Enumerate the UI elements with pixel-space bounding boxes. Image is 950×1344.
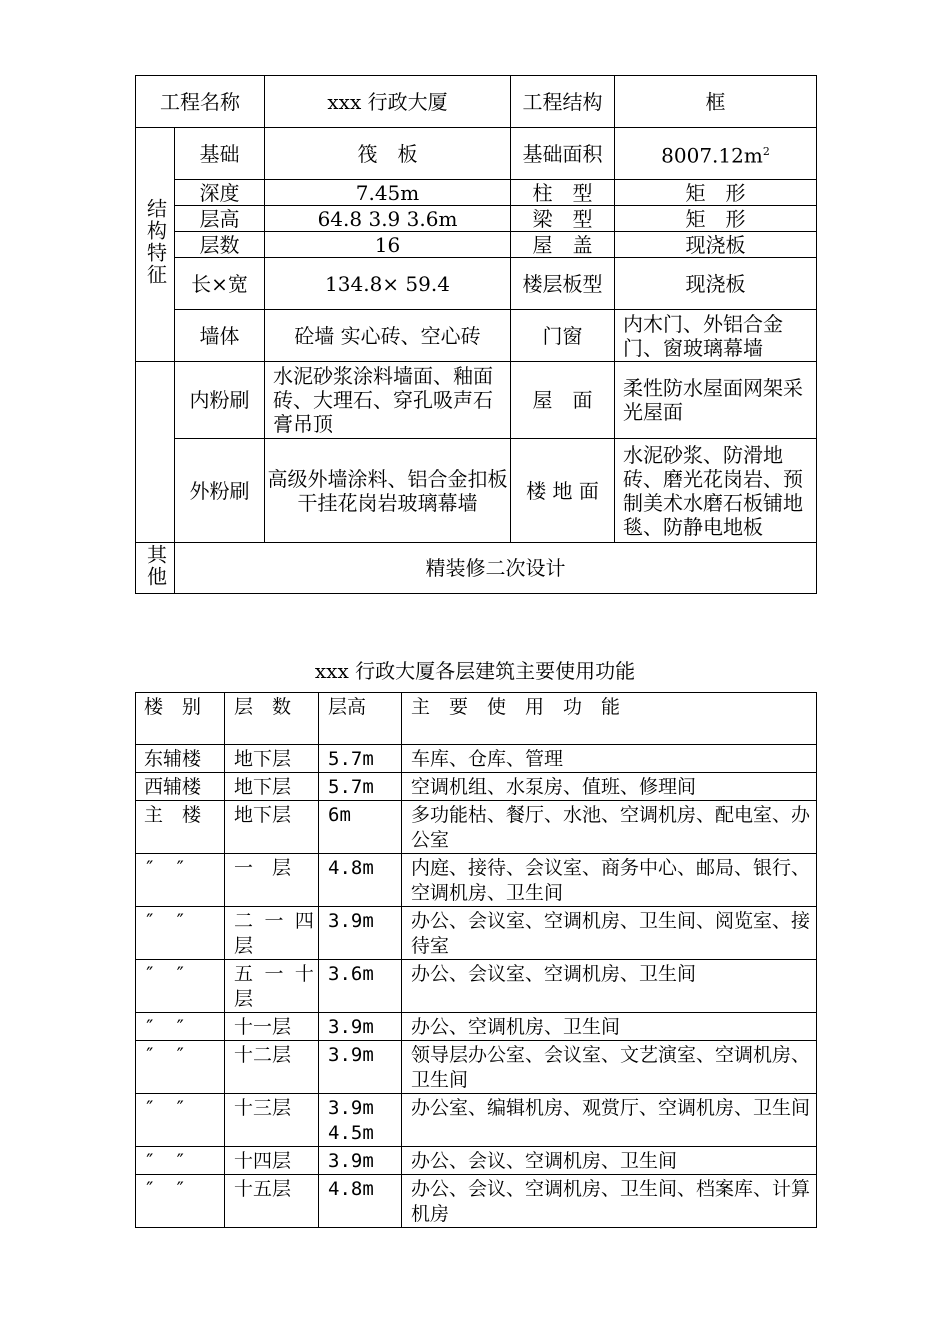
- column-type-label: 柱 型: [511, 180, 615, 206]
- row-function: 车库、仓库、管理: [402, 745, 817, 773]
- foundation-area-sup: 2: [762, 144, 770, 158]
- floor-count-label: 层数: [175, 232, 265, 258]
- column-type-value: 矩 形: [615, 180, 817, 206]
- roof-surface-label: 屋 面: [511, 362, 615, 439]
- row-height: 3.9m: [319, 907, 402, 960]
- other-label: 其他: [143, 543, 168, 588]
- row-height: 4.8m: [319, 1175, 402, 1228]
- size-value: 134.8× 59.4: [265, 258, 511, 310]
- outer-finish-label: 外粉刷: [175, 439, 265, 543]
- project-info-table: [135, 75, 817, 594]
- row-function: 办公、空调机房、卫生间: [402, 1013, 817, 1041]
- row-floor: 二 一 四层: [225, 907, 319, 960]
- row-building: ″ ″: [136, 1147, 225, 1175]
- row-building: ″ ″: [136, 1094, 225, 1147]
- header-height: 层高: [319, 693, 402, 745]
- depth-value: 7.45m: [265, 180, 511, 206]
- row-floor: 十五层: [225, 1175, 319, 1228]
- project-name-label: 工程名称: [136, 76, 265, 128]
- row-height: 5.7m: [319, 773, 402, 801]
- table-row: [136, 745, 817, 773]
- roof-surface-value: 柔性防水屋面网架采光屋面: [615, 362, 817, 439]
- foundation-area-label: 基础面积: [511, 128, 615, 180]
- roof-value: 现浇板: [615, 232, 817, 258]
- row-building: ″ ″: [136, 960, 225, 1013]
- table-row: [136, 773, 817, 801]
- header-floor: 层 数: [225, 693, 319, 745]
- row-floor: 十三层: [225, 1094, 319, 1147]
- inner-finish-value: 水泥砂浆涂料墙面、釉面砖、大理石、穿孔吸声石膏吊顶: [265, 362, 511, 439]
- header-building: 楼 别: [136, 693, 225, 745]
- structure-label: 工程结构: [511, 76, 615, 128]
- row-building: 西辅楼: [136, 773, 225, 801]
- row-function: 多功能枯、餐厅、水池、空调机房、配电室、办公室: [402, 801, 817, 854]
- row-floor: 一 层: [225, 854, 319, 907]
- wall-value: 砼墙 实心砖、空心砖: [265, 310, 511, 362]
- table-row: [136, 960, 817, 1013]
- struct-group-label: 结构特征: [143, 198, 168, 286]
- row-function: 办公室、编辑机房、观赏厅、空调机房、卫生间: [402, 1094, 817, 1147]
- floor-surface-label: 楼 地 面: [511, 439, 615, 543]
- table-row: [136, 1094, 817, 1147]
- roof-label: 屋 盖: [511, 232, 615, 258]
- row-floor: 地下层: [225, 773, 319, 801]
- row-building: ″ ″: [136, 854, 225, 907]
- size-label: 长×宽: [175, 258, 265, 310]
- outer-finish-value: 高级外墙涂料、铝合金扣板干挂花岗岩玻璃幕墙: [265, 439, 511, 543]
- foundation-label: 基础: [175, 128, 265, 180]
- row-function: 办公、会议、空调机房、卫生间、档案库、计算机房: [402, 1175, 817, 1228]
- row-height: 4.8m: [319, 854, 402, 907]
- finish-group-cell: [136, 362, 175, 543]
- row-building: ″ ″: [136, 907, 225, 960]
- usage-table: [135, 692, 817, 1228]
- depth-label: 深度: [175, 180, 265, 206]
- row-function: 办公、会议、空调机房、卫生间: [402, 1147, 817, 1175]
- row-floor: 地下层: [225, 745, 319, 773]
- other-label-cell: [136, 543, 175, 594]
- floor-surface-value: 水泥砂浆、防滑地砖、磨光花岗岩、预制美术水磨石板铺地毯、防静电地板: [615, 439, 817, 543]
- row-floor: 五 一 十层: [225, 960, 319, 1013]
- table-row: [136, 801, 817, 854]
- foundation-area-cell: [615, 128, 817, 180]
- header-function: 主 要 使 用 功 能: [402, 693, 817, 745]
- row-building: 主 楼: [136, 801, 225, 854]
- row-height: 3.6m: [319, 960, 402, 1013]
- door-window-value: 内木门、外铝合金门、窗玻璃幕墙: [615, 310, 817, 362]
- beam-type-label: 梁 型: [511, 206, 615, 232]
- table-row: [136, 1041, 817, 1094]
- struct-group-cell: [136, 128, 175, 362]
- row-height: 3.9m 4.5m: [319, 1094, 402, 1147]
- row-function: 内庭、接待、会议室、商务中心、邮局、银行、空调机房、卫生间: [402, 854, 817, 907]
- door-window-label: 门窗: [511, 310, 615, 362]
- row-floor: 十一层: [225, 1013, 319, 1041]
- floor-count-value: 16: [265, 232, 511, 258]
- foundation-value: 筏 板: [265, 128, 511, 180]
- table-row: [136, 1147, 817, 1175]
- usage-table-title: xxx 行政大厦各层建筑主要使用功能: [314, 659, 636, 683]
- floor-height-label: 层高: [175, 206, 265, 232]
- slab-type-value: 现浇板: [615, 258, 817, 310]
- row-height: 3.9m: [319, 1013, 402, 1041]
- row-function: 空调机组、水泵房、值班、修理间: [402, 773, 817, 801]
- row-function: 办公、会议室、空调机房、卫生间、阅览室、接待室: [402, 907, 817, 960]
- row-height: 6m: [319, 801, 402, 854]
- row-building: ″ ″: [136, 1175, 225, 1228]
- structure-value: 框: [615, 76, 817, 128]
- table-row: [136, 907, 817, 960]
- row-function: 办公、会议室、空调机房、卫生间: [402, 960, 817, 1013]
- other-value: 精装修二次设计: [175, 543, 817, 594]
- row-height: 3.9m: [319, 1041, 402, 1094]
- wall-label: 墙体: [175, 310, 265, 362]
- row-floor: 地下层: [225, 801, 319, 854]
- row-floor: 十四层: [225, 1147, 319, 1175]
- row-floor: 十二层: [225, 1041, 319, 1094]
- row-building: 东辅楼: [136, 745, 225, 773]
- table-row: [136, 854, 817, 907]
- row-building: ″ ″: [136, 1041, 225, 1094]
- row-function: 领导层办公室、会议室、文艺演室、空调机房、卫生间: [402, 1041, 817, 1094]
- inner-finish-label: 内粉刷: [175, 362, 265, 439]
- project-name-value: xxx 行政大厦: [265, 76, 511, 128]
- row-height: 5.7m: [319, 745, 402, 773]
- usage-header-row: [136, 693, 817, 745]
- row-height: 3.9m: [319, 1147, 402, 1175]
- table-row: [136, 1013, 817, 1041]
- slab-type-label: 楼层板型: [511, 258, 615, 310]
- floor-height-value: 64.8 3.9 3.6m: [265, 206, 511, 232]
- beam-type-value: 矩 形: [615, 206, 817, 232]
- foundation-area-value: 8007.12m: [661, 143, 763, 168]
- table-row: [136, 1175, 817, 1228]
- row-building: ″ ″: [136, 1013, 225, 1041]
